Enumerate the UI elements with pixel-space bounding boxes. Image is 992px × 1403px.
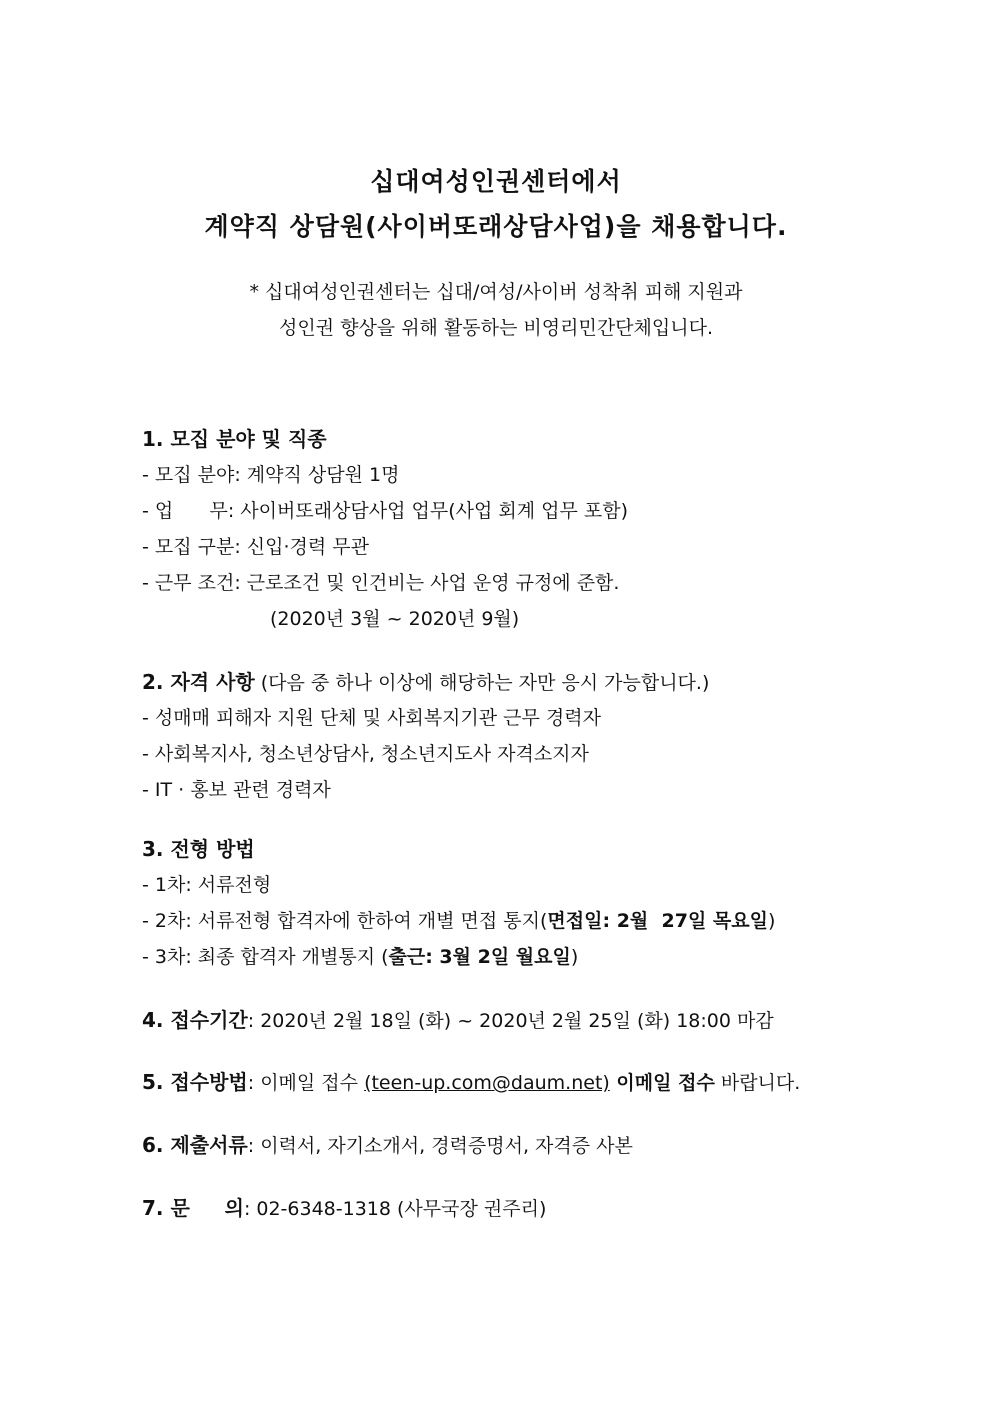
section-6-heading: 6. 제출서류	[142, 1133, 248, 1157]
required-documents: : 이력서, 자기소개서, 경력증명서, 자격증 사본	[247, 1135, 633, 1157]
section-3-item-2	[142, 909, 775, 933]
section-4-row	[142, 1008, 774, 1033]
section-2-heading: 2. 자격 사항	[142, 670, 255, 694]
section-5-heading: 5. 접수방법	[142, 1070, 248, 1094]
section-3-item-2-close: )	[767, 910, 776, 932]
section-2-heading-note: (다음 중 하나 이상에 해당하는 자만 응시 가능합니다.)	[254, 672, 710, 694]
intro-line-1: * 십대여성인권센터는 십대/여성/사이버 성착취 피해 지원과	[249, 281, 743, 303]
section-2-item-2: - 사회복지사, 청소년상담사, 청소년지도사 자격소지자	[142, 743, 589, 765]
title-line-2: 계약직 상담원(사이버또래상담사업)을 채용합니다.	[204, 212, 788, 241]
intro-line-2: 성인권 향상을 위해 활동하는 비영리민간단체입니다.	[279, 317, 713, 339]
start-date: 출근: 3월 2일 월요일	[388, 946, 571, 968]
section-2-heading-row	[142, 670, 709, 695]
email-link[interactable]: (teen-up.com@daum.net)	[364, 1072, 610, 1094]
section-7-heading: 7. 문 의	[142, 1196, 244, 1220]
section-7-row	[142, 1196, 546, 1221]
interview-date: 면접일: 2월 27일 목요일	[547, 910, 768, 932]
section-1-period: (2020년 3월 ~ 2020년 9월)	[270, 608, 520, 630]
application-period: : 2020년 2월 18일 (화) ~ 2020년 2월 25일 (화) 18:00 마감	[247, 1010, 774, 1032]
section-1-heading: 1. 모집 분야 및 직종	[142, 427, 327, 451]
section-3-heading: 3. 전형 방법	[142, 837, 255, 861]
section-5-text: : 이메일 접수	[247, 1072, 365, 1094]
title-line-1: 십대여성인권센터에서	[370, 167, 622, 196]
section-4-heading: 4. 접수기간	[142, 1008, 248, 1032]
section-3-item-3-close: )	[570, 946, 579, 968]
section-3-item-2-text: - 2차: 서류전형 합격자에 한하여 개별 면접 통지(	[142, 910, 548, 932]
section-1-item-1: - 모집 분야: 계약직 상담원 1명	[142, 464, 400, 486]
section-2-item-3: - IT · 홍보 관련 경력자	[142, 779, 331, 801]
section-5-bold-note: 이메일 접수	[609, 1072, 715, 1094]
section-2-item-1: - 성매매 피해자 지원 단체 및 사회복지기관 근무 경력자	[142, 707, 601, 729]
section-1-item-3: - 모집 구분: 신입·경력 무관	[142, 536, 369, 558]
section-5-row	[142, 1070, 800, 1095]
section-1-item-4: - 근무 조건: 근로조건 및 인건비는 사업 운영 규정에 준함.	[142, 572, 620, 594]
section-3-item-3	[142, 945, 578, 969]
section-1-item-2: - 업 무: 사이버또래상담사업 업무(사업 회계 업무 포함)	[142, 500, 628, 522]
section-5-suffix: 바랍니다.	[714, 1072, 801, 1094]
section-3-item-3-text: - 3차: 최종 합격자 개별통지 (	[142, 946, 389, 968]
section-3-item-1: - 1차: 서류전형	[142, 874, 272, 896]
contact-info: : 02-6348-1318 (사무국장 권주리)	[243, 1198, 547, 1220]
section-6-row	[142, 1133, 633, 1158]
